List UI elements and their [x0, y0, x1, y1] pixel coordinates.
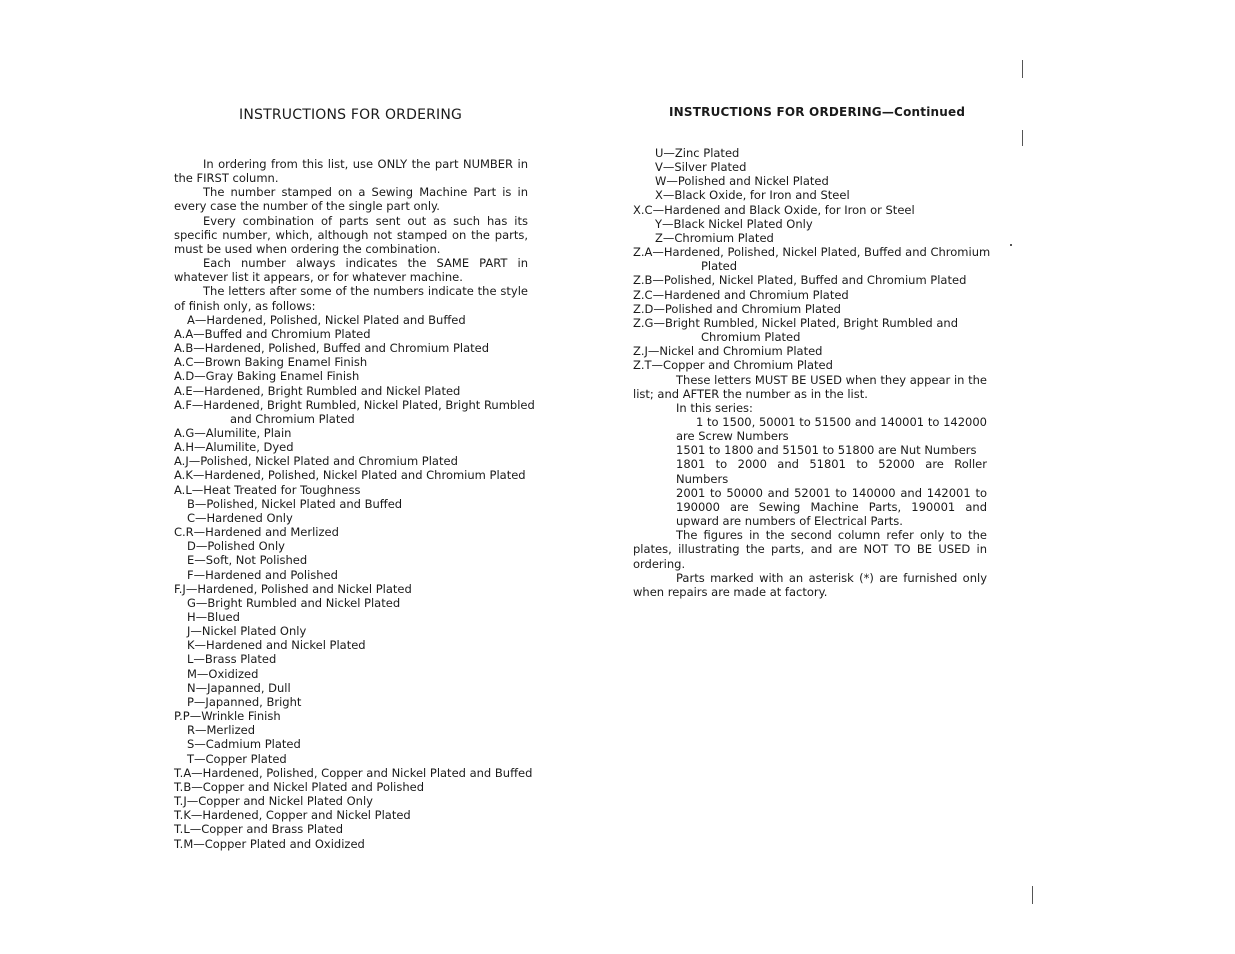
finish-item: A.L—Heat Treated for Toughness: [174, 482, 361, 497]
finish-item: C.R—Hardened and Merlized: [174, 525, 339, 540]
finish-item: Z.C—Hardened and Chromium Plated: [633, 287, 849, 302]
series-item: 2001 to 50000 and 52001 to 140000 and 142001 to 190000 are Sewing Machine Parts, 190001 and upward are numbers of Electrical Parts.: [676, 485, 987, 529]
paragraph: The letters after some of the numbers indicate the style of finish only, as follows:: [174, 284, 528, 313]
asterisk-note: Parts marked with an asterisk (*) are furnished only when repairs are made at factory.: [633, 570, 987, 599]
finish-item: R—Merlized: [187, 723, 256, 738]
finish-item: A.H—Alumilite, Dyed: [174, 440, 294, 455]
finish-item: K—Hardened and Nickel Plated: [187, 638, 366, 653]
finish-item: A—Hardened, Polished, Nickel Plated and Buffed: [187, 312, 466, 327]
paragraph: In ordering from this list, use ONLY the part NUMBER in the FIRST column.: [174, 157, 528, 186]
finish-item: A.D—Gray Baking Enamel Finish: [174, 369, 360, 384]
finish-item: X—Black Oxide, for Iron and Steel: [655, 188, 850, 203]
right-text-column: [633, 146, 991, 599]
finish-item-continuation: Chromium Plated: [701, 330, 801, 345]
finish-item: A.F—Hardened, Bright Rumbled, Nickel Plated, Bright Rumbled: [174, 397, 535, 412]
finish-item-continuation: Plated: [701, 259, 738, 274]
finish-item: Z—Chromium Plated: [655, 230, 774, 245]
finish-item: W—Polished and Nickel Plated: [655, 174, 829, 189]
finish-item: A.G—Alumilite, Plain: [174, 425, 292, 440]
series-item: 1 to 1500, 50001 to 51500 and 140001 to 142000 are Screw Numbers: [676, 414, 987, 444]
paragraph: Every combination of parts sent out as such has its specific number, which, although not stamped on the parts, must be used when ordering the combination.: [174, 213, 528, 256]
finish-item: Z.T—Copper and Chromium Plated: [633, 358, 833, 373]
finish-item-continuation: and Chromium Plated: [230, 411, 355, 426]
finish-item: T—Copper Plated: [187, 751, 287, 766]
right-page-title-suffix: —Continued: [881, 105, 966, 119]
left-page: [0, 0, 617, 954]
finish-item: C—Hardened Only: [187, 510, 293, 525]
finish-item: Z.A—Hardened, Polished, Nickel Plated, Buffed and Chromium: [633, 245, 991, 260]
finish-item: A.J—Polished, Nickel Plated and Chromium Plated: [174, 454, 458, 469]
finish-item: T.B—Copper and Nickel Plated and Polished: [174, 779, 425, 794]
finish-item: X.C—Hardened and Black Oxide, for Iron or Steel: [633, 202, 915, 217]
finish-item: T.J—Copper and Nickel Plated Only: [174, 794, 373, 809]
finish-item: L—Brass Plated: [187, 652, 277, 667]
finish-item: T.A—Hardened, Polished, Copper and Nickel Plated and Buffed: [174, 765, 533, 780]
finish-item: H—Blued: [187, 610, 240, 624]
finish-item: V—Silver Plated: [655, 160, 747, 175]
right-page: [617, 0, 1235, 954]
scan-mark: [1022, 60, 1023, 78]
scan-mark: [1010, 244, 1012, 246]
finish-item: G—Bright Rumbled and Nickel Plated: [187, 595, 401, 610]
finish-item: M—Oxidized: [187, 666, 259, 681]
finish-item: E—Soft, Not Polished: [187, 553, 308, 568]
left-page-title: INSTRUCTIONS FOR ORDERING: [239, 107, 463, 123]
finish-item: Z.B—Polished, Nickel Plated, Buffed and Chromium Plated: [633, 273, 967, 288]
finish-item: B—Polished, Nickel Plated and Buffed: [187, 496, 403, 511]
scan-mark: [1032, 886, 1033, 904]
finish-item: P.P—Wrinkle Finish: [174, 709, 281, 724]
finish-item: U—Zinc Plated: [655, 146, 740, 160]
finish-item: S—Cadmium Plated: [187, 737, 301, 752]
finish-item: F—Hardened and Polished: [187, 567, 338, 582]
finish-item: A.E—Hardened, Bright Rumbled and Nickel Plated: [174, 383, 461, 398]
series-item: 1501 to 1800 and 51501 to 51800 are Nut Numbers: [676, 443, 977, 458]
paragraph: The number stamped on a Sewing Machine Part is in every case the number of the single part only.: [174, 185, 528, 214]
figures-note: The figures in the second column refer only to the plates, illustrating the parts, and are NOT TO BE USED in ordering.: [633, 528, 987, 571]
finish-item: J—Nickel Plated Only: [187, 624, 307, 639]
finish-item: Y—Black Nickel Plated Only: [655, 216, 813, 231]
scan-mark: [1022, 130, 1023, 146]
finish-item: A.C—Brown Baking Enamel Finish: [174, 355, 368, 370]
letters-note: These letters MUST BE USED when they appear in the list; and AFTER the number as in the list.: [633, 372, 987, 401]
finish-item: N—Japanned, Dull: [187, 680, 291, 695]
finish-item: A.A—Buffed and Chromium Plated: [174, 326, 371, 341]
paragraph: Each number always indicates the SAME PART in whatever list it appears, or for whatever machine.: [174, 256, 528, 285]
finish-item: Z.J—Nickel and Chromium Plated: [633, 344, 823, 359]
finish-item: P—Japanned, Bright: [187, 694, 302, 709]
finish-item: A.B—Hardened, Polished, Buffed and Chromium Plated: [174, 341, 490, 356]
finish-item: T.M—Copper Plated and Oxidized: [174, 836, 365, 851]
finish-item: F.J—Hardened, Polished and Nickel Plated: [174, 581, 412, 596]
finish-item: D—Polished Only: [187, 539, 285, 554]
left-text-column: [174, 157, 535, 851]
series-item: 1801 to 2000 and 51801 to 52000 are Roller Numbers: [676, 457, 987, 486]
series-intro: In this series:: [676, 400, 753, 415]
finish-item: T.K—Hardened, Copper and Nickel Plated: [174, 808, 411, 823]
finish-item: Z.D—Polished and Chromium Plated: [633, 301, 841, 316]
right-page-title-text: INSTRUCTIONS FOR ORDERING: [669, 105, 882, 119]
right-page-title: [669, 105, 965, 119]
finish-item: A.K—Hardened, Polished, Nickel Plated and Chromium Plated: [174, 468, 526, 483]
finish-item: T.L—Copper and Brass Plated: [174, 822, 344, 837]
finish-item: Z.G—Bright Rumbled, Nickel Plated, Bright Rumbled and: [633, 315, 959, 330]
